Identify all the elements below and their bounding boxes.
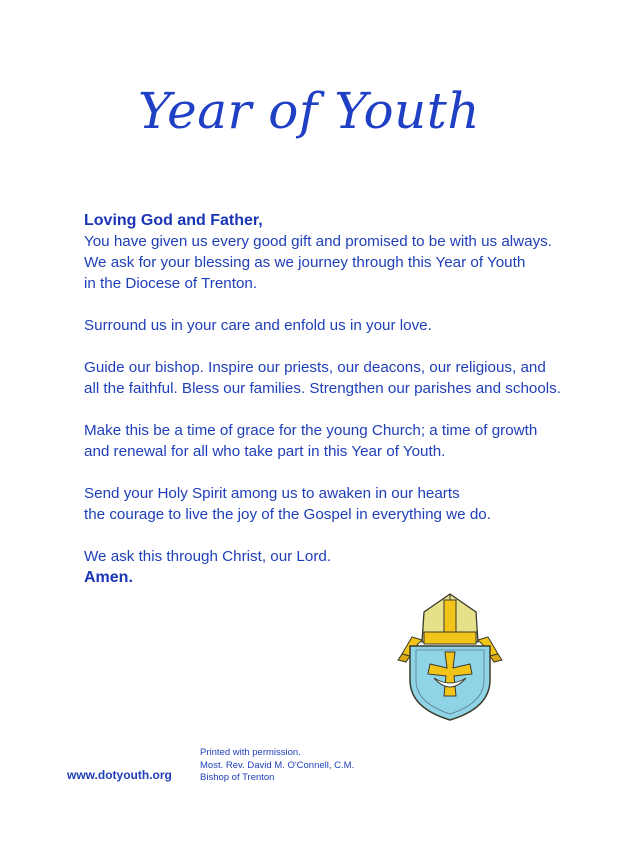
permission-line: Bishop of Trenton bbox=[200, 772, 275, 783]
prayer-stanza-4: Make this be a time of grace for the young Church; a time of growth and renewal for all who take part in this Year of Youth. bbox=[84, 422, 538, 460]
permission-note bbox=[200, 747, 354, 785]
permission-line: Printed with permission. bbox=[200, 747, 301, 758]
prayer-stanza-3: Guide our bishop. Inspire our priests, our deacons, our religious, and all the faithful. Bless our families. Strengthen our parishes and schools. bbox=[84, 359, 561, 397]
permission-line: Most. Rev. David M. O'Connell, C.M. bbox=[200, 759, 355, 771]
website-link[interactable]: www.dotyouth.org bbox=[67, 768, 172, 782]
prayer-stanza-2: Surround us in your care and enfold us in your love. bbox=[84, 317, 432, 334]
prayer-closing: We ask this through Christ, our Lord. bbox=[84, 548, 332, 565]
prayer-amen: Amen. bbox=[84, 569, 133, 586]
page-title: Year of Youth bbox=[137, 82, 481, 140]
prayer-stanza bbox=[84, 210, 584, 294]
prayer-stanza-1: You have given us every good gift and promised to be with us always. We ask for your blessing as we journey through this Year of Youth in the Diocese of Trenton. bbox=[84, 233, 553, 292]
diocese-coat-of-arms-icon bbox=[392, 592, 508, 722]
prayer-salutation: Loving God and Father, bbox=[84, 212, 263, 229]
prayer-stanza-5: Send your Holy Spirit among us to awaken in our hearts the courage to live the joy of the Gospel in everything we do. bbox=[84, 485, 491, 523]
prayer-text bbox=[84, 210, 584, 588]
